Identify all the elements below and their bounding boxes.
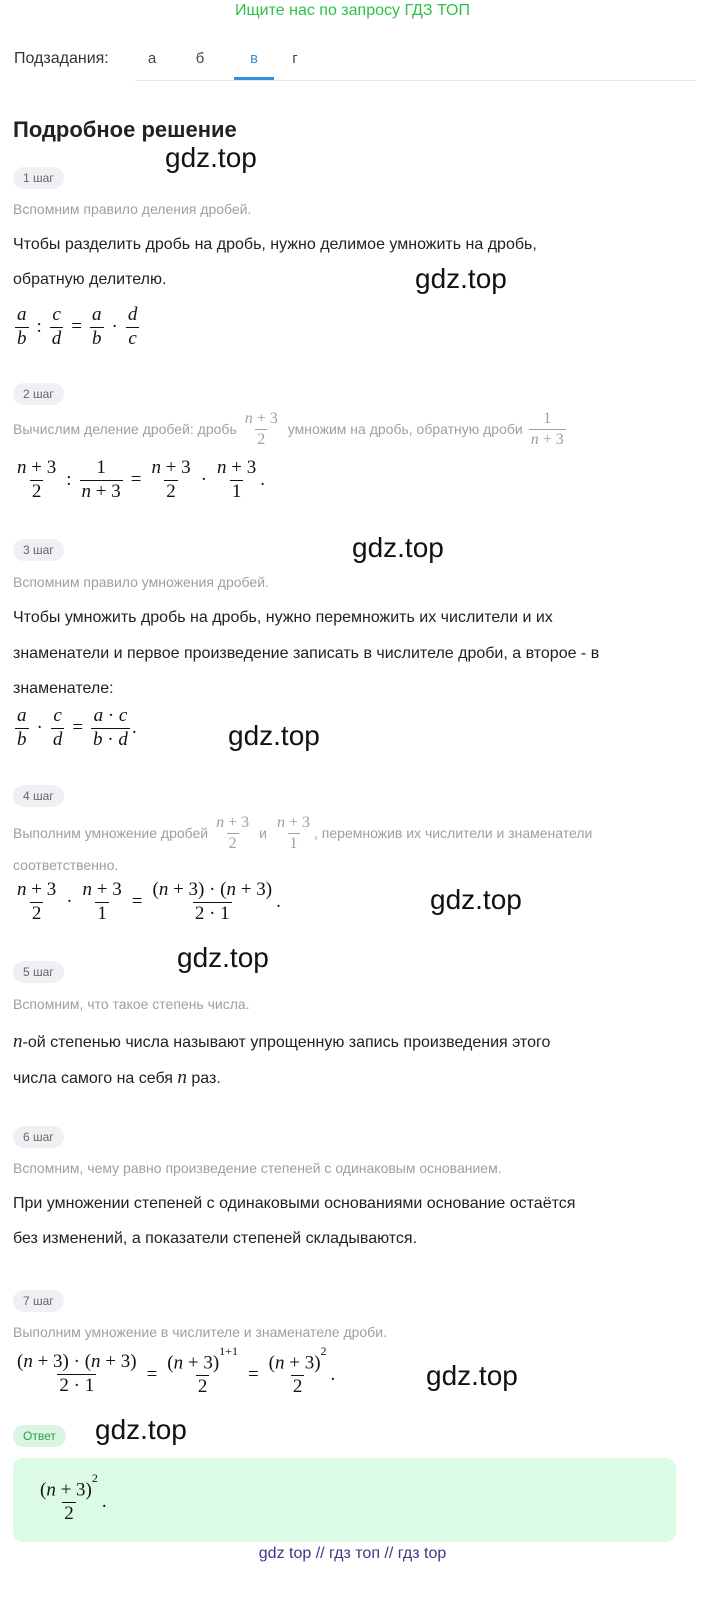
tabs-divider [135,80,695,81]
answer-badge: Ответ [13,1425,66,1447]
step-text: обратную делителю. [13,271,167,288]
step-text: Чтобы разделить дробь на дробь, нужно делимое умножить на дробь, [13,236,537,253]
step-text: n-ой степенью числа называют упрощенную запись произведения этого [13,1031,551,1052]
watermark: gdz.top [430,884,522,915]
formula-division-rule: $\frac{a}{b}$ : $\frac{c}{d}$ = $\frac{a}{b}$ · $\frac{d}{c}$ [17,304,138,349]
footer-links[interactable]: gdz top // гдз топ // гдз top [258,1545,447,1562]
watermark: gdz.top [426,1360,518,1391]
step-badge: 4 шаг [13,785,64,807]
formula-step-7: $\frac{(n + 3) \cdot (n + 3)}{2 \cdot 1}$ = $\frac{(n + 3)^{1+1}}{2}$ = $\frac{(n + 3)^2}{2}$ . [17,1344,336,1398]
search-banner: Ищите нас по запросу ГДЗ ТОП [235,2,470,19]
step-badge: 2 шаг [13,383,64,405]
tab-g[interactable]: г [292,50,298,67]
watermark: gdz.top [352,532,444,563]
solution-title: Подробное решение [13,117,237,142]
step-note: Вспомним правило умножения дробей. [13,574,269,590]
formula-multiplication-rule: $\frac{a}{b}$ · $\frac{c}{d}$ = $\frac{a \cdot c}{b \cdot d}$ . [17,705,137,750]
step-text: без изменений, а показатели степеней складываются. [13,1230,418,1247]
step-text: знаменателе: [13,680,114,697]
watermark: gdz.top [95,1414,187,1445]
step-badge: 7 шаг [13,1290,64,1312]
step-note: Вычислим деление дробей: дробь $\frac{n + 3}{2}$ умножим на дробь, обратную дроби $\frac{1}{n + 3}$ [13,410,564,448]
step-badge: 1 шаг [13,167,64,189]
step-badge: 6 шаг [13,1126,64,1148]
step-text: Чтобы умножить дробь на дробь, нужно перемножить их числители и их [13,609,553,626]
step-badge: 5 шаг [13,961,64,983]
step-text: числа самого на себя n раз. [13,1067,221,1088]
answer-formula: $\frac{(n + 3)^2}{2}$ . [40,1471,107,1525]
answer-box [13,1458,676,1542]
step-note: Вспомним, что такое степень числа. [13,996,250,1012]
active-tab-indicator [234,77,274,80]
tab-a[interactable]: а [147,50,157,67]
formula-step-2: $\frac{n + 3}{2}$ : $\frac{1}{n + 3}$ = $\frac{n + 3}{2}$ · $\frac{n + 3}{1}$ . [17,457,265,502]
step-note: Вспомним, чему равно произведение степеней с одинаковым основанием. [13,1160,502,1176]
step-note: Вспомним правило деления дробей. [13,201,252,217]
tab-v[interactable]: в [250,50,258,67]
tab-b[interactable]: б [195,50,205,67]
step-badge: 3 шаг [13,539,64,561]
step-text: знаменатели и первое произведение записать в числителе дроби, а второе - в [13,645,600,662]
subtasks-label: Подзадания: [14,50,109,67]
watermark: gdz.top [165,142,257,173]
watermark: gdz.top [177,942,269,973]
step-note: Выполним умножение в числителе и знаменателе дроби. [13,1324,387,1340]
formula-step-4: $\frac{n + 3}{2}$ · $\frac{n + 3}{1}$ = $\frac{(n + 3) \cdot (n + 3)}{2 \cdot 1}$ . [17,879,281,924]
step-note-line2: соответственно. [13,857,119,873]
watermark: gdz.top [228,720,320,751]
step-text: При умножении степеней с одинаковыми основаниями основание остаётся [13,1195,576,1212]
watermark: gdz.top [415,263,507,294]
step-note: Выполним умножение дробей $\frac{n + 3}{2}$ и $\frac{n + 3}{1}$ , перемножив их числители и знаменатели [13,814,593,852]
